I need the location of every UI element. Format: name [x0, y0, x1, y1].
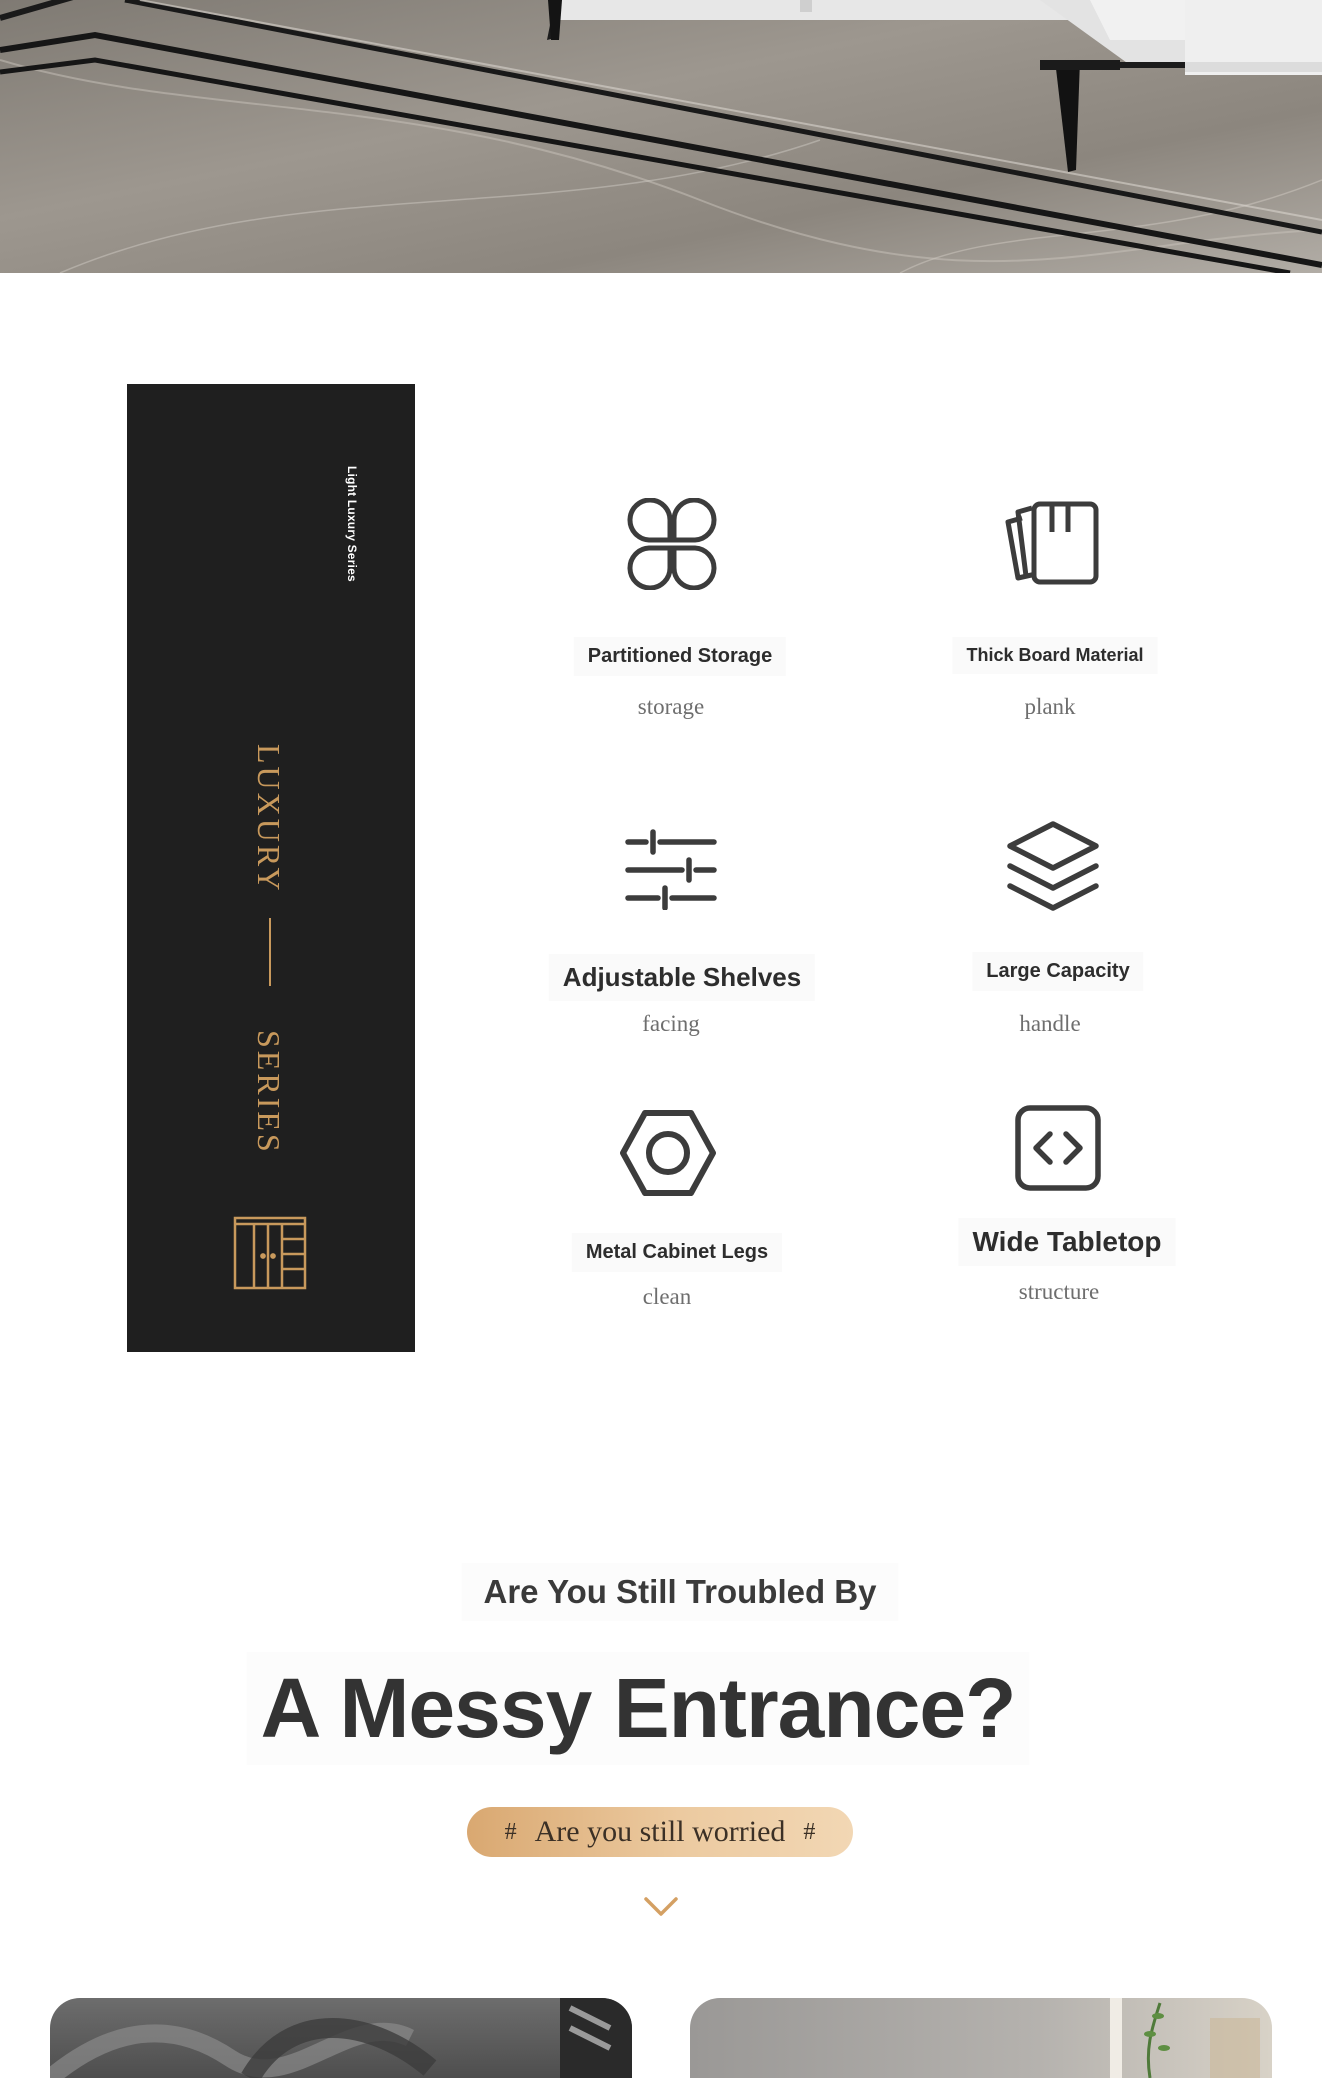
panel-divider — [269, 918, 271, 986]
pill-hash-right: # — [803, 1818, 816, 1845]
boards-icon — [1000, 498, 1100, 593]
wardrobe-icon — [232, 1215, 308, 1296]
panel-word-series: SERIES — [251, 1030, 287, 1155]
marble-floor-illustration — [0, 0, 1322, 273]
panel-word-luxury: LUXURY — [251, 744, 287, 894]
feature-title-adjustable-shelves: Adjustable Shelves — [549, 954, 815, 1001]
card-right-image — [690, 1998, 1272, 2078]
question-headline: A Messy Entrance? — [247, 1652, 1030, 1765]
chevron-down-icon[interactable] — [643, 1896, 679, 1923]
feature-subtitle-structure: structure — [1018, 1279, 1100, 1304]
hero-image-marble-floor — [0, 0, 1322, 273]
layers-icon — [1002, 818, 1104, 923]
pill-hash-left: # — [504, 1818, 517, 1845]
feature-title-large-capacity: Large Capacity — [972, 952, 1143, 991]
feature-title-partitioned-storage: Partitioned Storage — [574, 637, 786, 676]
image-card-left — [50, 1998, 632, 2078]
feature-subtitle-plank: plank — [1024, 694, 1076, 719]
code-brackets-icon — [1014, 1104, 1102, 1197]
clover-grid-icon — [627, 498, 717, 595]
feature-subtitle-facing: facing — [642, 1011, 700, 1036]
feature-subtitle-clean: clean — [642, 1284, 692, 1309]
feature-subtitle-storage: storage — [637, 694, 705, 719]
worried-pill-badge — [467, 1807, 853, 1857]
feature-title-wide-tabletop: Wide Tabletop — [959, 1218, 1176, 1266]
question-lead: Are You Still Troubled By — [461, 1563, 898, 1621]
feature-subtitle-handle: handle — [1019, 1011, 1081, 1036]
feature-title-thick-board-material: Thick Board Material — [952, 637, 1157, 674]
card-left-image — [50, 1998, 632, 2078]
sliders-icon — [624, 826, 718, 915]
feature-title-metal-cabinet-legs: Metal Cabinet Legs — [572, 1233, 782, 1272]
image-card-right — [690, 1998, 1272, 2078]
hex-nut-icon — [619, 1108, 717, 1203]
pill-text: Are you still worried — [534, 1815, 786, 1848]
panel-small-label: Light Luxury Series — [345, 466, 359, 582]
